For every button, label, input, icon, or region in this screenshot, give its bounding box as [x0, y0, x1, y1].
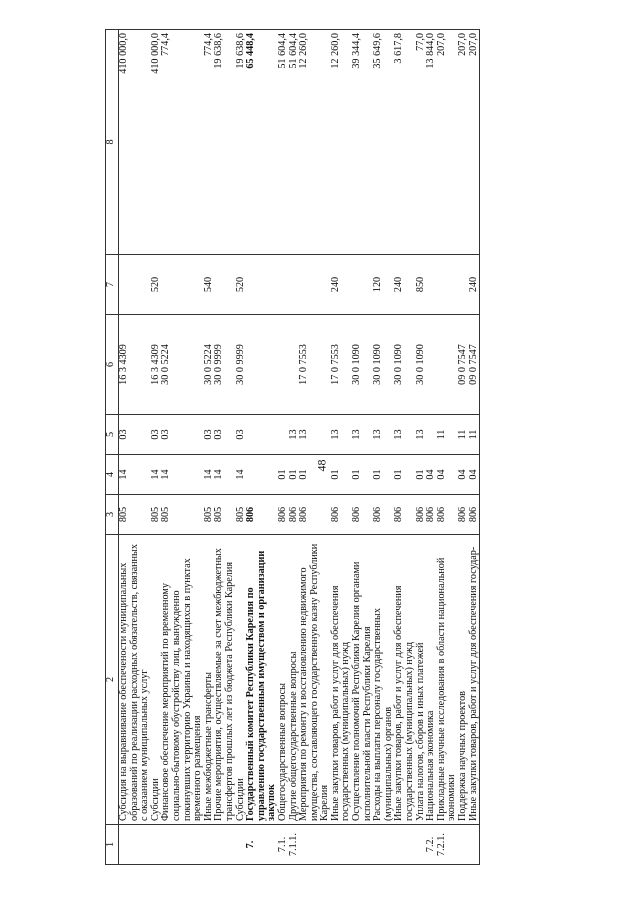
- section-code-cell: 01: [331, 455, 352, 495]
- subsection-code-cell: [278, 415, 289, 455]
- expense-type-cell: 120: [373, 255, 394, 315]
- amount-cell: 77,0: [416, 30, 427, 255]
- amount-cell: 51 604,4: [289, 30, 300, 255]
- section-code-cell: 04: [426, 455, 437, 495]
- subsection-code-cell: 03: [161, 415, 203, 455]
- row-name-cell: Субсидии: [151, 535, 162, 825]
- row-name-cell: Мероприятия по ремонту и восстановлению недвижимого имущества, составляющего государственную казну Республики Карелия: [299, 535, 331, 825]
- section-code-cell: 14: [204, 455, 215, 495]
- target-code-cell: 09 0 7547: [469, 315, 480, 415]
- expense-type-cell: 240: [469, 255, 480, 315]
- row-name-cell: Государственный комитет Республики Карелия по управлению государственным имуществом и организации закупок: [246, 535, 278, 825]
- amount-cell: 65 448,4: [246, 30, 278, 255]
- row-name-cell: Осуществление полномочий Республики Карелия органами исполнительной власти Республики Карелия: [352, 535, 373, 825]
- row-name-cell: Иные закупки товаров, работ и услуг для обеспечения государ-: [469, 535, 480, 825]
- table-row: [331, 30, 352, 865]
- row-name-cell: Общегосударственные вопросы: [278, 535, 289, 825]
- row-number-cell: 7.: [246, 825, 278, 865]
- budget-table-container: [105, 30, 640, 865]
- table-row: [458, 30, 469, 865]
- expense-type-cell: [289, 255, 300, 315]
- table-row: [214, 30, 235, 865]
- row-number-cell: [458, 825, 469, 865]
- target-code-cell: 30 0 1090: [373, 315, 394, 415]
- amount-cell: 410 000,0: [119, 30, 151, 255]
- section-code-cell: 04: [437, 455, 458, 495]
- header-row: [106, 30, 119, 865]
- target-code-cell: [426, 315, 437, 415]
- ministry-code-cell: 806: [458, 495, 469, 535]
- amount-cell: 207,0: [437, 30, 458, 255]
- amount-cell: 19 638,6: [214, 30, 235, 255]
- table-row: [373, 30, 394, 865]
- header-cell: 2: [106, 535, 119, 825]
- section-code-cell: 14: [236, 455, 247, 495]
- target-code-cell: 17 0 7553: [331, 315, 352, 415]
- target-code-cell: 17 0 7553: [299, 315, 331, 415]
- ministry-code-cell: 806: [352, 495, 373, 535]
- row-name-cell: Уплата налогов, сборов и иных платежей: [416, 535, 427, 825]
- ministry-code-cell: 805: [119, 495, 151, 535]
- amount-cell: 774,4: [161, 30, 203, 255]
- amount-cell: 13 844,0: [426, 30, 437, 255]
- row-number-cell: [119, 825, 151, 865]
- subsection-code-cell: 13: [299, 415, 331, 455]
- expense-type-cell: 240: [394, 255, 415, 315]
- expense-type-cell: [437, 255, 458, 315]
- expense-type-cell: 540: [204, 255, 215, 315]
- ministry-code-cell: 806: [331, 495, 352, 535]
- subsection-code-cell: 13: [352, 415, 373, 455]
- row-number-cell: 7.1.: [278, 825, 289, 865]
- ministry-code-cell: 806: [289, 495, 300, 535]
- target-code-cell: 30 0 9999: [214, 315, 235, 415]
- row-number-cell: [469, 825, 480, 865]
- section-code-cell: 01: [278, 455, 289, 495]
- row-number-cell: 7.1.1.: [289, 825, 300, 865]
- expense-type-cell: [119, 255, 151, 315]
- target-code-cell: [246, 315, 278, 415]
- table-row: [469, 30, 480, 865]
- row-name-cell: Прочие мероприятия, осуществляемые за счет межбюджетных трансфертов прошлых лет из бюджета Республики Карелия: [214, 535, 235, 825]
- row-number-cell: [214, 825, 235, 865]
- section-code-cell: 14: [214, 455, 235, 495]
- table-row: [352, 30, 373, 865]
- ministry-code-cell: 805: [204, 495, 215, 535]
- target-code-cell: 30 0 1090: [352, 315, 373, 415]
- expense-type-cell: 520: [151, 255, 162, 315]
- target-code-cell: 30 0 9999: [236, 315, 247, 415]
- section-code-cell: 01: [289, 455, 300, 495]
- row-number-cell: [299, 825, 331, 865]
- subsection-code-cell: 13: [394, 415, 415, 455]
- section-code-cell: 01: [373, 455, 394, 495]
- row-number-cell: 7.2.: [426, 825, 437, 865]
- amount-cell: 12 260,0: [331, 30, 352, 255]
- subsection-code-cell: 03: [204, 415, 215, 455]
- amount-cell: 3 617,8: [394, 30, 415, 255]
- row-name-cell: Национальная экономика: [426, 535, 437, 825]
- ministry-code-cell: 805: [236, 495, 247, 535]
- table-row: [119, 30, 151, 865]
- row-number-cell: [352, 825, 373, 865]
- section-code-cell: 01: [416, 455, 427, 495]
- expense-type-cell: 850: [416, 255, 427, 315]
- row-number-cell: [161, 825, 203, 865]
- expense-type-cell: [246, 255, 278, 315]
- row-name-cell: Иные закупки товаров, работ и услуг для обеспечения государственных (муниципальных) нужд: [394, 535, 415, 825]
- ministry-code-cell: 805: [161, 495, 203, 535]
- target-code-cell: [437, 315, 458, 415]
- subsection-code-cell: 03: [119, 415, 151, 455]
- expense-type-cell: 240: [331, 255, 352, 315]
- section-code-cell: 04: [458, 455, 469, 495]
- expense-type-cell: 520: [236, 255, 247, 315]
- section-code-cell: 14: [161, 455, 203, 495]
- row-number-cell: [204, 825, 215, 865]
- subsection-code-cell: 11: [469, 415, 480, 455]
- row-name-cell: Финансовое обеспечение мероприятий по временному социально-бытовому обустройству лиц, вынужденно покинувших территорию Украины и находящихся в пунктах временного размещения: [161, 535, 203, 825]
- ministry-code-cell: 806: [299, 495, 331, 535]
- table-row: [278, 30, 289, 865]
- ministry-code-cell: 806: [426, 495, 437, 535]
- header-cell: 5: [106, 415, 119, 455]
- row-number-cell: [394, 825, 415, 865]
- section-code-cell: [246, 455, 278, 495]
- ministry-code-cell: 806: [246, 495, 278, 535]
- target-code-cell: 09 0 7547: [458, 315, 469, 415]
- amount-cell: 19 638,6: [236, 30, 247, 255]
- subsection-code-cell: 13: [416, 415, 427, 455]
- expense-type-cell: [161, 255, 203, 315]
- header-cell: 1: [106, 825, 119, 865]
- amount-cell: 35 649,6: [373, 30, 394, 255]
- expense-type-cell: [458, 255, 469, 315]
- target-code-cell: 16 3 4309: [151, 315, 162, 415]
- subsection-code-cell: 03: [236, 415, 247, 455]
- header-cell: 8: [106, 30, 119, 255]
- page-number: 48: [314, 459, 329, 472]
- row-name-cell: Расходы на выплаты персоналу государственных (муниципальных) органов: [373, 535, 394, 825]
- ministry-code-cell: 806: [416, 495, 427, 535]
- section-code-cell: 01: [299, 455, 331, 495]
- amount-cell: 51 604,4: [278, 30, 289, 255]
- row-name-cell: Поддержка научных проектов: [458, 535, 469, 825]
- amount-cell: 410 000,0: [151, 30, 162, 255]
- subsection-code-cell: 03: [151, 415, 162, 455]
- table-row: [299, 30, 331, 865]
- ministry-code-cell: 806: [469, 495, 480, 535]
- section-code-cell: 14: [151, 455, 162, 495]
- row-name-cell: Другие общегосударственные вопросы: [289, 535, 300, 825]
- row-number-cell: [331, 825, 352, 865]
- budget-table: [105, 29, 480, 865]
- target-code-cell: 30 0 5224: [161, 315, 203, 415]
- amount-cell: 207,0: [469, 30, 480, 255]
- expense-type-cell: [299, 255, 331, 315]
- row-name-cell: Субсидия на выравнивание обеспечености муниципальных образований по реализации расходных обязательств, связанных с оказанием муниципальных услуг: [119, 535, 151, 825]
- expense-type-cell: [214, 255, 235, 315]
- target-code-cell: 30 0 5224: [204, 315, 215, 415]
- amount-cell: 39 344,4: [352, 30, 373, 255]
- row-number-cell: [151, 825, 162, 865]
- section-code-cell: 04: [469, 455, 480, 495]
- expense-type-cell: [278, 255, 289, 315]
- target-code-cell: 30 0 1090: [394, 315, 415, 415]
- target-code-cell: [278, 315, 289, 415]
- row-name-cell: Иные межбюджетные трансферты: [204, 535, 215, 825]
- ministry-code-cell: 805: [151, 495, 162, 535]
- row-name-cell: Субсидии: [236, 535, 247, 825]
- ministry-code-cell: 806: [278, 495, 289, 535]
- section-code-cell: 14: [119, 455, 151, 495]
- subsection-code-cell: 13: [373, 415, 394, 455]
- target-code-cell: 30 0 1090: [416, 315, 427, 415]
- amount-cell: 12 260,0: [299, 30, 331, 255]
- subsection-code-cell: 13: [331, 415, 352, 455]
- ministry-code-cell: 805: [214, 495, 235, 535]
- header-cell: 4: [106, 455, 119, 495]
- table-body: [119, 30, 480, 865]
- subsection-code-cell: [246, 415, 278, 455]
- amount-cell: 774,4: [204, 30, 215, 255]
- row-number-cell: 7.2.1.: [437, 825, 458, 865]
- header-cell: 6: [106, 315, 119, 415]
- ministry-code-cell: 806: [437, 495, 458, 535]
- table-row: [394, 30, 415, 865]
- subsection-code-cell: 11: [437, 415, 458, 455]
- row-name-cell: Иные закупки товаров, работ и услуг для обеспечения государственных (муниципальных) нужд: [331, 535, 352, 825]
- table-row: [246, 30, 278, 865]
- subsection-code-cell: 03: [214, 415, 235, 455]
- section-code-cell: 01: [394, 455, 415, 495]
- row-number-cell: [373, 825, 394, 865]
- subsection-code-cell: 11: [458, 415, 469, 455]
- section-code-cell: 01: [352, 455, 373, 495]
- row-name-cell: Прикладные научные исследования в области национальной экономики: [437, 535, 458, 825]
- expense-type-cell: [426, 255, 437, 315]
- expense-type-cell: [352, 255, 373, 315]
- target-code-cell: 16 3 4309: [119, 315, 151, 415]
- table-row: [437, 30, 458, 865]
- ministry-code-cell: 806: [394, 495, 415, 535]
- table-row: [161, 30, 203, 865]
- ministry-code-cell: 806: [373, 495, 394, 535]
- header-cell: 3: [106, 495, 119, 535]
- amount-cell: 207,0: [458, 30, 469, 255]
- subsection-code-cell: 13: [289, 415, 300, 455]
- header-cell: 7: [106, 255, 119, 315]
